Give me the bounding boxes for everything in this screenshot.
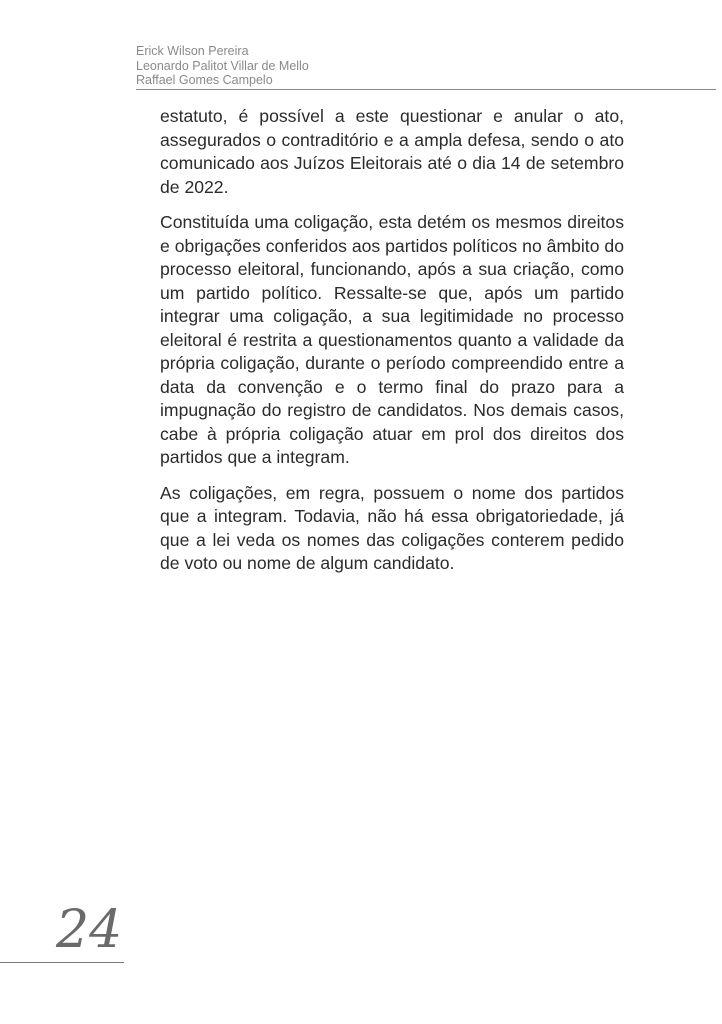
body-text bbox=[160, 105, 624, 588]
header-author-1: Erick Wilson Pereira bbox=[136, 44, 249, 58]
header-author-2: Leonardo Palitot Villar de Mello bbox=[136, 58, 309, 73]
page-number: 24 bbox=[56, 900, 123, 960]
running-header bbox=[136, 44, 309, 88]
header-author-3: Raffael Gomes Campelo bbox=[136, 73, 273, 87]
paragraph-1: estatuto, é possível a este questionar e anular o ato, assegurados o contraditório e a ampla defesa, sendo o ato comunicado aos Juízos Eleitorais até o dia 14 de setembro de 2022. bbox=[160, 106, 624, 197]
paragraph-2: Constituída uma coligação, esta detém os mesmos direitos e obrigações conferidos aos partidos políticos no âmbito do processo eleitoral, funcionando, após a sua criação, como um partido político. Ressalte-se que, após um partido integrar uma coligação, a sua legitimidade no processo eleitoral é restrita a questionamentos quanto a validade da própria coligação, durante o período compreendido entre a data da convenção e o termo final do prazo para a impugnação do registro de candidatos. Nos demais casos, cabe à própria coligação atuar em prol dos direitos dos partidos que a integram. bbox=[160, 212, 624, 467]
footer-divider bbox=[0, 962, 124, 963]
header-divider bbox=[136, 89, 716, 90]
paragraph-3: As coligações, em regra, possuem o nome dos partidos que a integram. Todavia, não há essa obrigatoriedade, já que a lei veda os nomes das coligações conterem pedido de voto ou nome de algum candidato. bbox=[160, 482, 624, 573]
